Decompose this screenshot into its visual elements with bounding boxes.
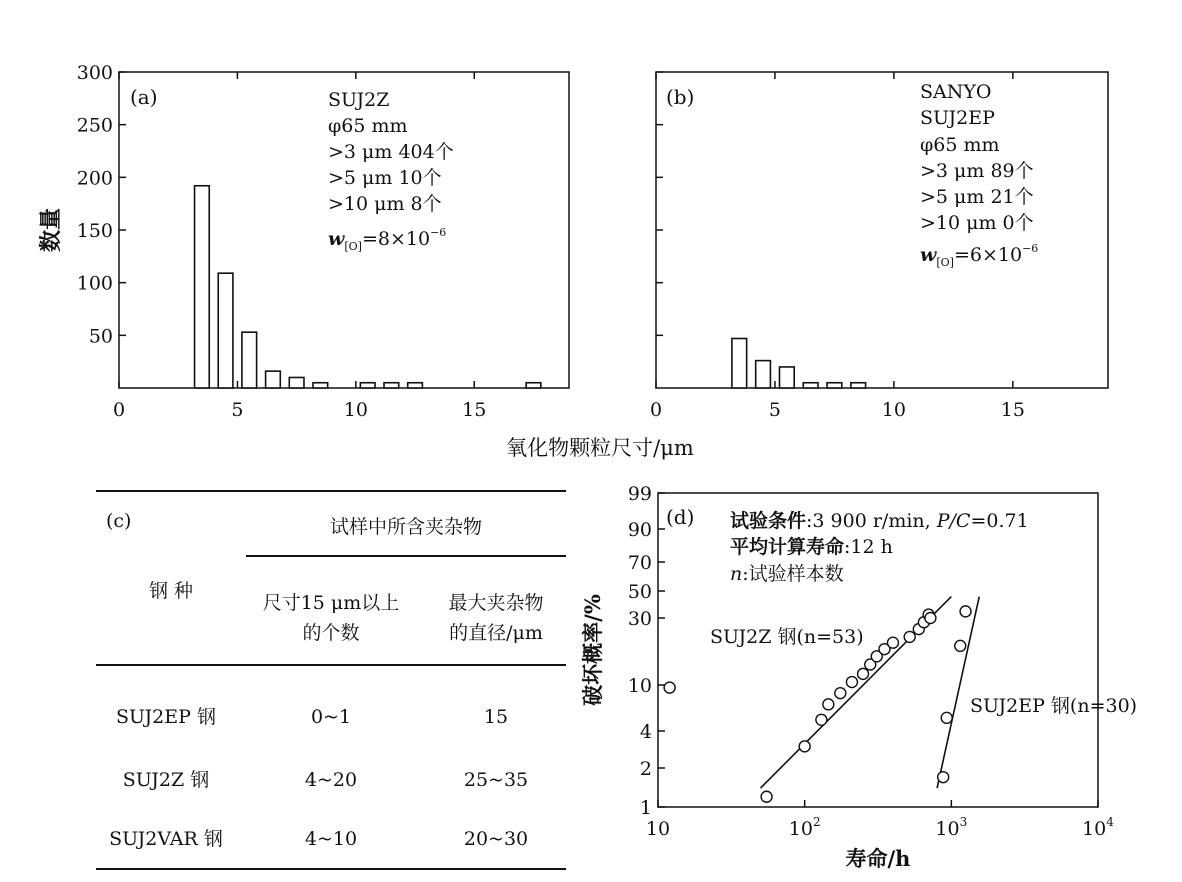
panel-d-ytick-label: 50 xyxy=(627,581,652,603)
panel-a-label: (a) xyxy=(130,85,158,109)
panel-b-annotations xyxy=(920,81,1038,269)
oxygen-eq: =8×10 xyxy=(361,228,431,250)
panel-b-annotation: SANYO xyxy=(920,81,992,103)
panel-a-ytick-label: 50 xyxy=(88,325,113,348)
panel-a-annotation: φ65 mm xyxy=(328,115,408,137)
table-row-0-count: 0~1 xyxy=(310,706,352,728)
series-label-suj2ep-line: SUJ2EP 钢(n=30) xyxy=(970,695,1138,717)
condition-text: :3 900 r/min, xyxy=(806,510,937,532)
panel-a-ytick-label: 100 xyxy=(76,272,113,295)
table-header-rule xyxy=(96,664,566,666)
panel-b xyxy=(650,72,1108,421)
panel-d-ytick-label: 1 xyxy=(639,797,652,819)
panel-a-ytick-label: 300 xyxy=(76,62,113,84)
panel-b-xtick-label: 10 xyxy=(881,399,906,421)
panel-d-point-0 xyxy=(799,741,810,752)
oxygen-subscript: [O] xyxy=(344,240,362,253)
panel-d-ylabel: 破坏概率/% xyxy=(580,594,605,706)
panel-a xyxy=(38,62,569,421)
table-group-rule xyxy=(246,555,566,557)
panel-a-annotation: >10 μm 8个 xyxy=(328,193,442,215)
condition-italic: n xyxy=(730,563,743,585)
panel-b-bars xyxy=(732,338,866,388)
panel-d-point-1 xyxy=(941,712,952,723)
panel-d-series-labels xyxy=(710,626,1137,717)
header-count-line1: 尺寸15 μm以上 xyxy=(262,592,400,614)
panel-a-annotation: SUJ2Z xyxy=(328,89,390,111)
table-row-0-steel: SUJ2EP 钢 xyxy=(116,706,216,728)
panel-d-point-0 xyxy=(761,791,772,802)
panel-b-bar xyxy=(803,383,818,388)
panel-d-fit-line-1 xyxy=(937,597,979,788)
panel-a-bar xyxy=(218,273,233,388)
condition-italic: P/C xyxy=(936,510,971,532)
table-row-2-count: 4~10 xyxy=(304,828,358,850)
condition-text: :试验样本数 xyxy=(742,563,844,585)
table-row-2-steel: SUJ2VAR 钢 xyxy=(109,828,223,850)
table-bottom-rule xyxy=(96,868,566,870)
panel-d-point-0 xyxy=(835,688,846,699)
panel-a-bar xyxy=(408,383,423,388)
table-row-2-maxdia: 20~30 xyxy=(463,828,529,850)
oxygen-w: w xyxy=(328,228,345,250)
panel-a-bars xyxy=(195,186,541,388)
header-count xyxy=(246,588,416,648)
panel-d-point-0 xyxy=(904,631,915,642)
condition-prefix: 试验条件 xyxy=(730,510,807,532)
panel-d-point-1 xyxy=(938,772,949,783)
condition-text: :12 h xyxy=(844,536,893,558)
panel-a-xtick-label: 0 xyxy=(112,399,126,421)
panel-b-frame xyxy=(656,72,1108,388)
oxygen-subscript: [O] xyxy=(936,256,954,269)
table-row-1-steel: SUJ2Z 钢 xyxy=(122,769,210,791)
panel-d-ytick-label: 99 xyxy=(627,483,652,505)
panel-d-point-0 xyxy=(858,668,869,679)
panel-d-conditions xyxy=(730,509,1029,585)
oxygen-eq: =6×10 xyxy=(953,244,1023,266)
panel-d-point-0 xyxy=(846,677,857,688)
panel-d-point-1 xyxy=(955,640,966,651)
panel-d-point-0 xyxy=(887,637,898,648)
panel-a-bar xyxy=(360,383,375,388)
panel-a-bar xyxy=(266,371,281,388)
panel-d-xtick-label: 10 xyxy=(645,818,671,840)
panel-b-bar xyxy=(732,338,747,388)
panel-d-condition xyxy=(730,563,844,585)
condition-tail: =0.71 xyxy=(970,510,1029,532)
panel-a-ytick-label: 250 xyxy=(76,114,113,137)
panel-d-xlabel: 寿命/h xyxy=(845,846,911,871)
panel-d-point-0 xyxy=(823,699,834,710)
panel-a-oxygen-content xyxy=(328,226,446,253)
table-row-0-maxdia: 15 xyxy=(483,706,509,728)
panel-d-ytick-label: 30 xyxy=(627,608,652,630)
panel-d-point-0 xyxy=(925,613,936,624)
panel-d-point-0 xyxy=(816,714,827,725)
header-maxdia-line2: 的直径/μm xyxy=(449,622,543,644)
panel-b-annotation: >3 μm 89个 xyxy=(920,160,1034,182)
panel-d-ytick-label: 90 xyxy=(627,519,652,541)
panel-b-xtick-label: 5 xyxy=(768,399,781,421)
panel-a-annotation: >5 μm 10个 xyxy=(328,167,442,189)
header-maxdia-line1: 最大夹杂物 xyxy=(448,592,544,614)
panel-b-annotation: >10 μm 0个 xyxy=(920,212,1034,234)
panel-a-ytick-label: 200 xyxy=(76,167,113,190)
panel-a-bar xyxy=(313,383,328,388)
panel-a-bar xyxy=(289,377,304,388)
panel-a-annotation: >3 μm 404个 xyxy=(328,141,454,163)
panel-c-table xyxy=(96,490,566,870)
panel-c-label: (c) xyxy=(106,510,132,532)
panel-d-label: (d) xyxy=(666,505,695,529)
panel-d-ytick-label: 70 xyxy=(627,552,652,574)
series-label-suj2ep xyxy=(970,695,1137,717)
panel-b-annotation: SUJ2EP xyxy=(920,107,995,129)
panel-d-point-0 xyxy=(664,682,675,693)
header-maxdia xyxy=(426,588,566,648)
panel-b-label: (b) xyxy=(666,85,695,109)
series-label-suj2z: SUJ2Z 钢(n=53) xyxy=(710,626,864,648)
panel-d-point-1 xyxy=(960,606,971,617)
panel-d xyxy=(580,483,1137,871)
panel-b-annotation: >5 μm 21个 xyxy=(920,186,1034,208)
panel-a-bar xyxy=(242,332,257,388)
panel-b-bar xyxy=(851,383,866,388)
oxygen-exp: −6 xyxy=(1022,242,1039,255)
panel-b-bar xyxy=(779,367,794,388)
condition-prefix: 平均计算寿命 xyxy=(730,536,845,558)
panel-d-xtick-label: $10^3$ xyxy=(935,815,968,840)
table-row-1-count: 4~20 xyxy=(304,769,358,791)
panel-a-ylabel: 数量 xyxy=(38,207,64,253)
panel-a-bar xyxy=(384,383,399,388)
panel-d-ytick-label: 4 xyxy=(639,721,652,743)
oxygen-exp: −6 xyxy=(430,226,447,239)
panel-a-xtick-label: 15 xyxy=(462,399,487,421)
header-group: 试样中所含夹杂物 xyxy=(329,516,482,538)
panel-a-annotations xyxy=(328,89,454,253)
panel-d-ytick-label: 10 xyxy=(627,675,652,697)
panel-d-xtick-label: $10^4$ xyxy=(1082,815,1114,840)
panel-a-bar xyxy=(526,383,541,388)
panel-d-ytick-label: 2 xyxy=(639,758,652,780)
header-steel: 钢 种 xyxy=(148,580,194,602)
panel-b-bar xyxy=(756,361,771,388)
header-count-line2: 的个数 xyxy=(302,622,360,644)
panel-b-xtick-label: 15 xyxy=(1000,399,1025,421)
panel-a-ytick-label: 150 xyxy=(76,220,113,242)
panel-d-condition xyxy=(730,535,893,558)
oxygen-w: w xyxy=(920,244,937,266)
table-row-1-maxdia: 25~35 xyxy=(463,769,529,791)
table-top-rule xyxy=(96,490,566,492)
panel-a-xtick-label: 10 xyxy=(343,399,368,421)
shared-xlabel: 氧化物颗粒尺寸/μm xyxy=(506,436,694,460)
panel-b-oxygen-content xyxy=(920,242,1038,269)
panel-a-bar xyxy=(195,186,210,388)
panel-b-xtick-label: 0 xyxy=(649,399,663,421)
panel-d-xtick-label: $10^2$ xyxy=(788,815,821,840)
panel-d-condition xyxy=(730,509,1029,532)
panel-b-annotation: φ65 mm xyxy=(920,134,1000,156)
panel-a-xtick-label: 5 xyxy=(231,399,244,421)
panel-b-bar xyxy=(827,383,842,388)
